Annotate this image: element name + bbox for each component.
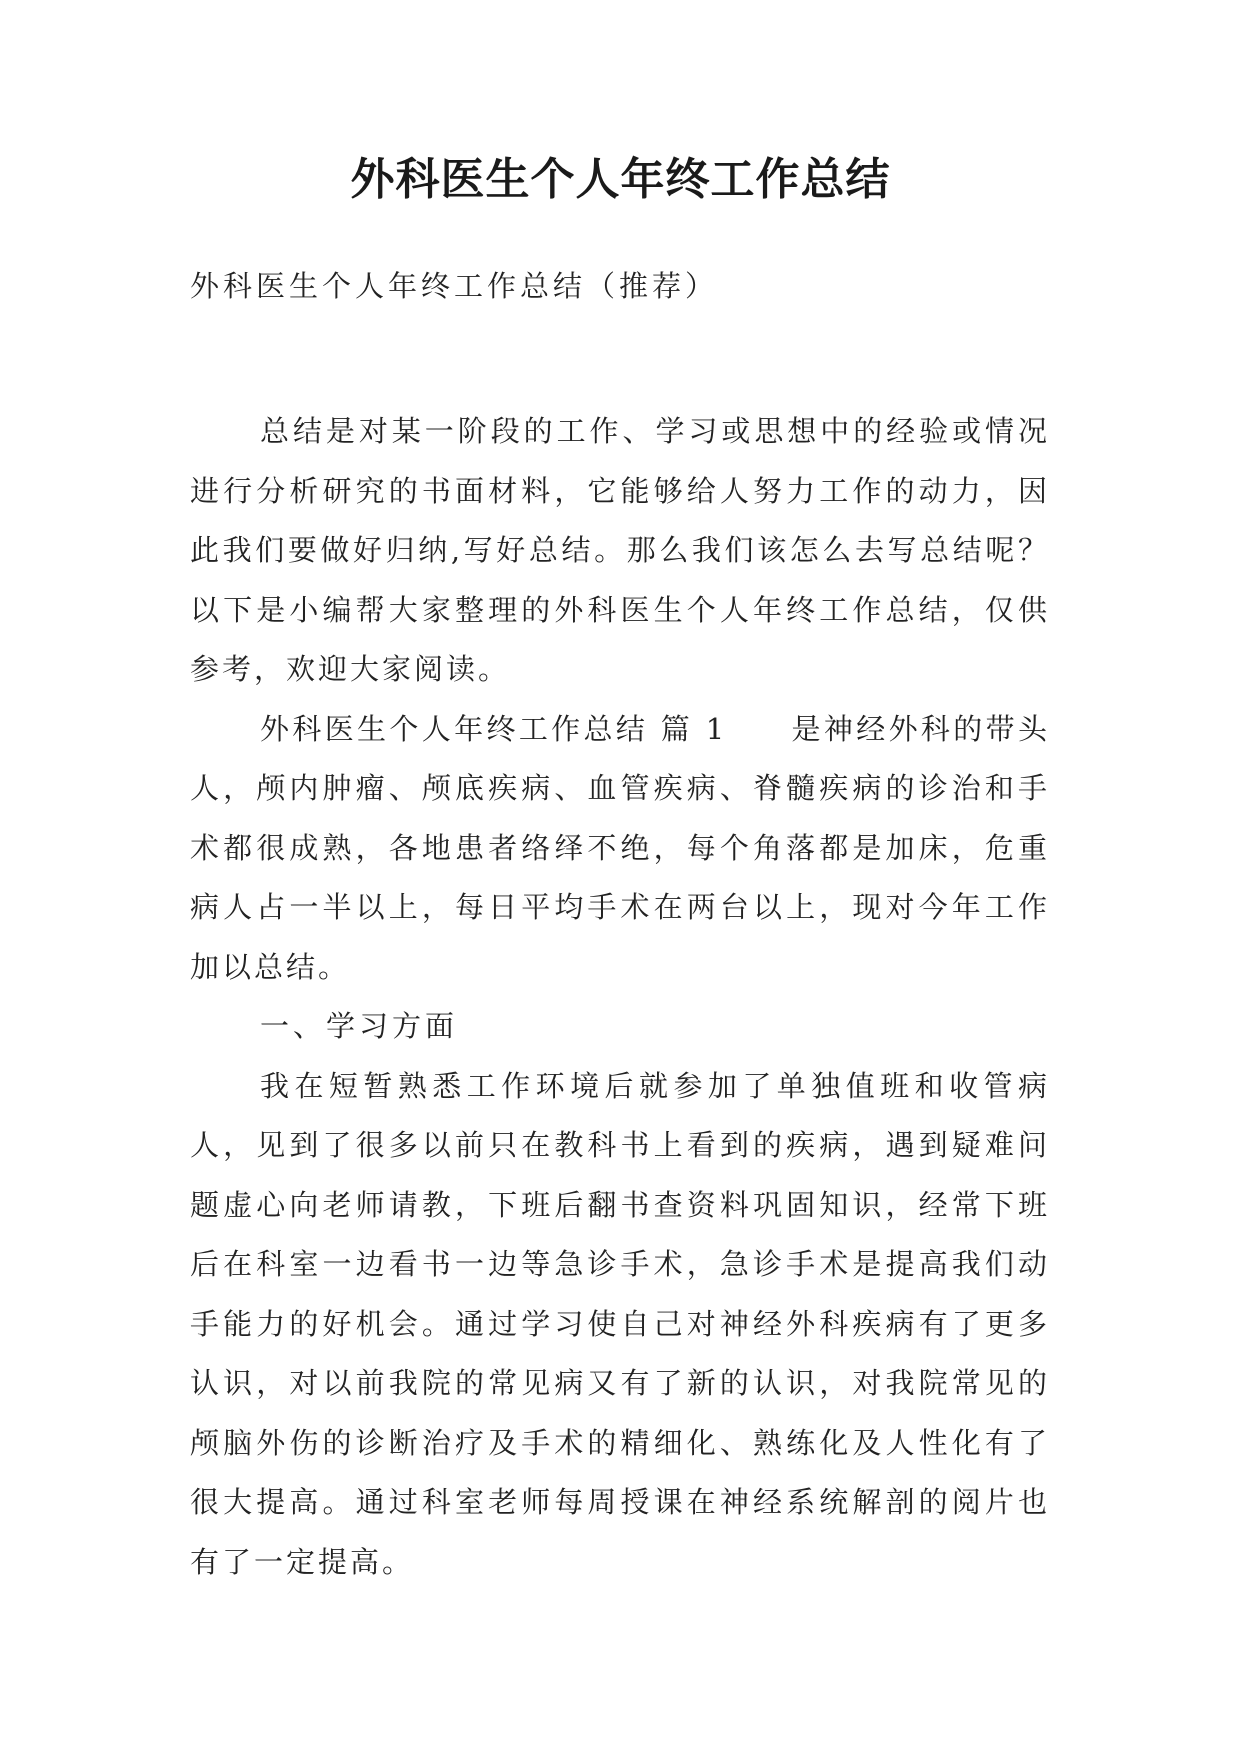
section-1-paragraph: 我在短暂熟悉工作环境后就参加了单独值班和收管病人，见到了很多以前只在教科书上看到的疾病，遇到疑难问题虚心向老师请教，下班后翻书查资料巩固知识，经常下班后在科室一边看书一边等急诊手术，急诊手术是提高我们动手能力的好机会。通过学习使自己对神经外科疾病有了更多认识，对以前我院的常见病又有了新的认识，对我院常见的颅脑外伤的诊断治疗及手术的精细化、熟练化及人性化有了很大提高。通过科室老师每周授课在神经系统解剖的阅片也有了一定提高。 xyxy=(190,1068,1050,1579)
piece-1-heading: 外科医生个人年终工作总结 篇 1 xyxy=(260,711,728,746)
document-subtitle: 外科医生个人年终工作总结（推荐） xyxy=(190,269,719,303)
section-1-heading: 一、学习方面 xyxy=(260,1009,459,1043)
document-body xyxy=(190,402,1050,1592)
document-title: 外科医生个人年终工作总结 xyxy=(350,154,891,205)
intro-paragraph: 总结是对某一阶段的工作、学习或思想中的经验或情况进行分析研究的书面材料，它能够给人努力工作的动力，因此我们要做好归纳,写好总结。那么我们该怎么去写总结呢？以下是小编帮大家整理的外科医生个人年终工作总结，仅供参考，欢迎大家阅读。 xyxy=(190,414,1050,686)
piece-1-paragraph-block xyxy=(190,700,1050,998)
piece-1-paragraph: 是神经外科的带头人，颅内肿瘤、颅底疾病、血管疾病、脊髓疾病的诊治和手术都很成熟，各地患者络绎不绝，每个角落都是加床，危重病人占一半以上，每日平均手术在两台以上，现对今年工作加以总结。 xyxy=(190,711,1050,984)
